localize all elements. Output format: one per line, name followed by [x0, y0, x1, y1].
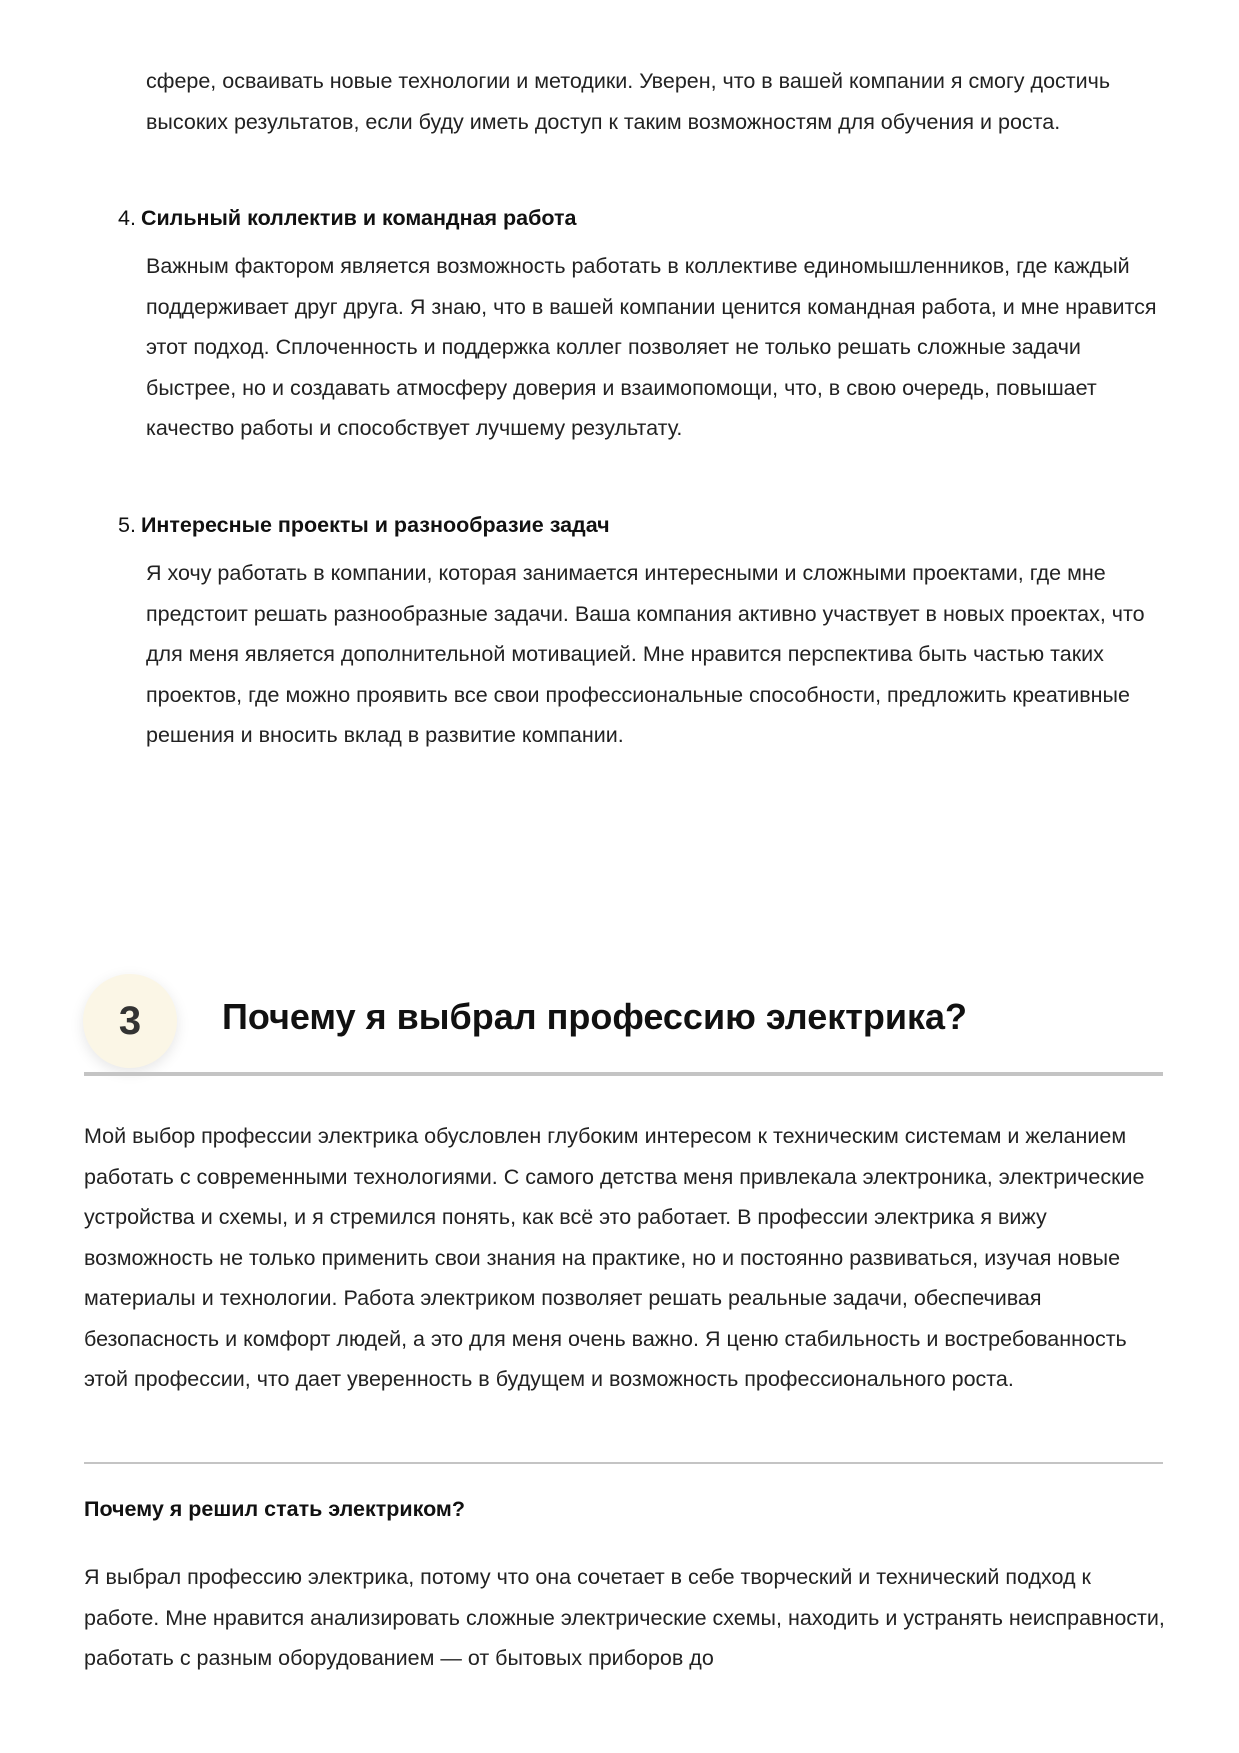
paragraph-divider: [84, 1462, 1163, 1464]
section-divider: [84, 1072, 1163, 1076]
list-item-4-body: Важным фактором является возможность работать в коллективе единомышленников, где каждый поддерживает друг друга. Я знаю, что в вашей компании ценится командная работа, и мне нравится этот подход. Сплоченность и поддержка коллег позволяет не только решать сложные задачи быстрее, но и создавать атмосферу доверия и взаимопомощи, что, в свою очередь, повышает качество работы и способствует лучшему результату.: [146, 254, 1157, 440]
list-number: 4.: [118, 206, 136, 230]
list-number: 5.: [118, 513, 136, 537]
list-item-5-body: Я хочу работать в компании, которая занимается интересными и сложными проектами, где мне предстоит решать разнообразные задачи. Ваша компания активно участвует в новых проектах, что для меня является дополнительной мотивацией. Мне нравится перспектива быть частью таких проектов, где можно проявить все свои профессиональные способности, предложить креативные решения и вносить вклад в развитие компании.: [146, 561, 1145, 747]
list-item-4-heading: [118, 206, 577, 231]
list-item-title: Интересные проекты и разнообразие задач: [140, 513, 610, 537]
list-item-title: Сильный коллектив и командная работа: [140, 206, 577, 230]
section-title: Почему я выбрал профессию электрика?: [222, 996, 968, 1037]
section-intro: Мой выбор профессии электрика обусловлен глубоким интересом к техническим системам и желанием работать с современными технологиями. С самого детства меня привлекала электроника, электрические устройства и схемы, и я стремился понять, как всё это работает. В профессии электрика я вижу возможность не только применить свои знания на практике, но и постоянно развиваться, изучая новые материалы и технологии. Работа электриком позволяет решать реальные задачи, обеспечивая безопасность и комфорт людей, а это для меня очень важно. Я ценю стабильность и востребованность этой профессии, что дает уверенность в будущем и возможность профессионального роста.: [84, 1124, 1145, 1391]
list-item-3-text: сфере, осваивать новые технологии и методики. Уверен, что в вашей компании я смогу достичь высоких результатов, если буду иметь доступ к таким возможностям для обучения и роста.: [146, 69, 1111, 134]
subheading: Почему я решил стать электриком?: [84, 1497, 465, 1521]
sub-paragraph: Я выбрал профессию электрика, потому что она сочетает в себе творческий и технический подход к работе. Мне нравится анализировать сложные электрические схемы, находить и устранять неисправности, работать с разным оборудованием — от бытовых приборов до: [84, 1565, 1165, 1670]
list-item-5-heading: [118, 513, 610, 538]
section-number-badge: 3: [83, 974, 177, 1068]
